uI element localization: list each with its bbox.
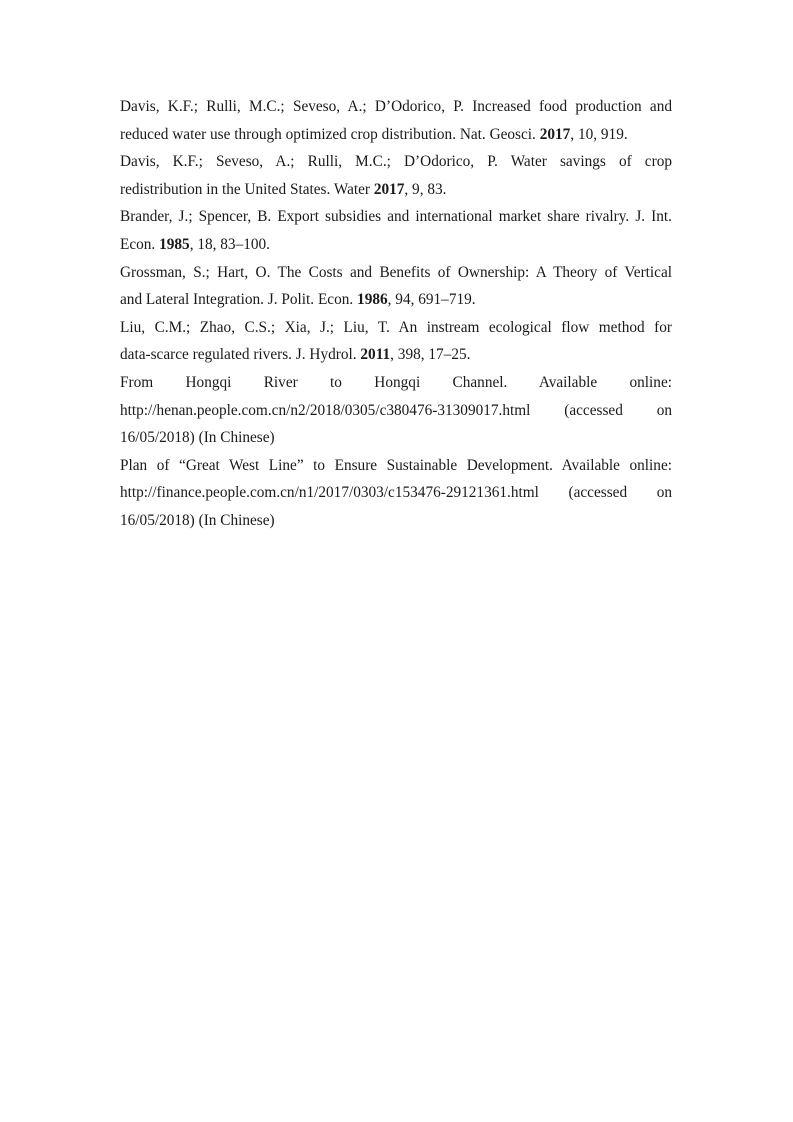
reference-year: 2017 (373, 180, 405, 198)
reference-year: 1986 (357, 291, 388, 309)
reference-year: 2011 (360, 346, 391, 364)
reference-text: 16/05/2018) (In Chinese) (120, 511, 275, 529)
reference-line (120, 259, 672, 287)
reference-text: Econ. (120, 235, 160, 253)
reference-text: , 94, 691–719. (387, 291, 476, 309)
reference-text: http://henan.people.com.cn/n2/2018/0305/c380476-31309017.html (accessed on (120, 401, 672, 419)
reference-text: Liu, C.M.; Zhao, C.S.; Xia, J.; Liu, T. An instream ecological flow method for (120, 318, 672, 336)
reference-line (120, 203, 672, 231)
reference-text: From Hongqi River to Hongqi Channel. Available online: (120, 373, 672, 391)
reference-text: and Lateral Integration. J. Polit. Econ. (120, 291, 358, 309)
reference-line (120, 286, 672, 314)
reference-text: , 18, 83–100. (189, 235, 270, 253)
reference-text: Davis, K.F.; Rulli, M.C.; Seveso, A.; D’Odorico, P. Increased food production and (120, 98, 672, 115)
reference-line (120, 93, 672, 121)
reference-text: http://finance.people.com.cn/n1/2017/0303/c153476-29121361.html (accessed on (120, 484, 672, 502)
reference-text: 16/05/2018) (In Chinese) (120, 429, 275, 447)
reference-entry (120, 259, 672, 314)
reference-line (120, 424, 672, 452)
reference-text: Davis, K.F.; Seveso, A.; Rulli, M.C.; D’Odorico, P. Water savings of crop (120, 153, 672, 171)
reference-entry (120, 452, 672, 535)
reference-line (120, 176, 672, 204)
reference-text: , 10, 919. (570, 125, 628, 143)
reference-line (120, 452, 672, 480)
reference-line (120, 369, 672, 397)
reference-line (120, 507, 672, 535)
reference-text: reduced water use through optimized crop distribution. Nat. Geosci. (120, 125, 540, 143)
reference-text: data-scarce regulated rivers. J. Hydrol. (120, 346, 361, 364)
reference-entry (120, 93, 672, 148)
reference-text: redistribution in the United States. Water (120, 180, 374, 198)
reference-entry (120, 148, 672, 203)
reference-line (120, 341, 672, 369)
reference-entry (120, 369, 672, 452)
reference-line (120, 314, 672, 342)
reference-text: Plan of “Great West Line” to Ensure Sustainable Development. Available online: (120, 456, 672, 474)
reference-text: Brander, J.; Spencer, B. Export subsidies and international market share rivalry. J. Int. (120, 208, 672, 226)
reference-list (120, 93, 672, 535)
reference-text: Grossman, S.; Hart, O. The Costs and Benefits of Ownership: A Theory of Vertical (120, 263, 672, 281)
reference-entry (120, 314, 672, 369)
reference-line (120, 231, 672, 259)
reference-line (120, 479, 672, 507)
reference-text: , 9, 83. (404, 180, 447, 198)
reference-year: 2017 (539, 125, 571, 143)
reference-year: 1985 (159, 235, 190, 253)
reference-line (120, 121, 672, 149)
reference-entry (120, 203, 672, 258)
reference-line (120, 397, 672, 425)
reference-text: , 398, 17–25. (390, 346, 471, 364)
reference-line (120, 148, 672, 176)
